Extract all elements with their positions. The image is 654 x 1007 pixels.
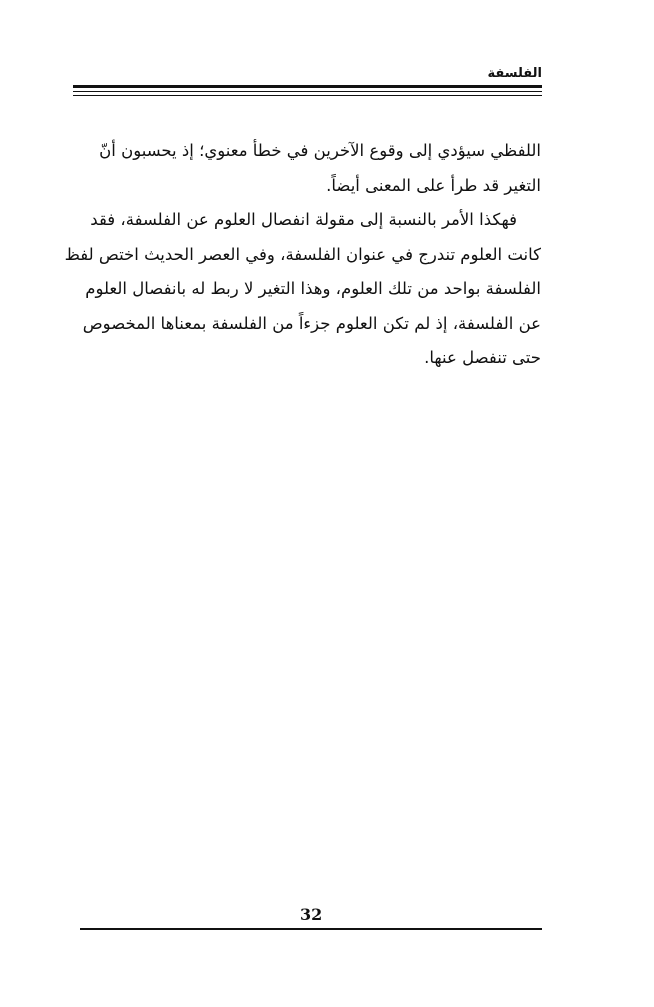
- footer-rule: [80, 928, 542, 930]
- page-number: 32: [300, 905, 323, 924]
- text-line: الفلسفة بواحد من تلك العلوم، وهذا التغير لا ربط له بانفصال العلوم: [85, 279, 541, 298]
- header-rule: [73, 85, 542, 96]
- text-line: فهكذا الأمر بالنسبة إلى مقولة انفصال العلوم عن الفلسفة، فقد: [90, 210, 517, 229]
- running-header-title: الفلسفة: [487, 66, 542, 81]
- text-line: عن الفلسفة، إذ لم تكن العلوم جزءاً من الفلسفة بمعناها المخصوص: [82, 313, 541, 333]
- text-line: التغير قد طرأ على المعنى أيضاً.: [326, 175, 541, 195]
- text-line: اللفظي سيؤدي إلى وقوع الآخرين في خطأ معنوي؛ إذ يحسبون أنّ: [99, 141, 541, 160]
- body-paragraphs: [64, 134, 541, 376]
- text-line: حتى تنفصل عنها.: [424, 348, 541, 367]
- text-line: كانت العلوم تندرج في عنوان الفلسفة، وفي العصر الحديث اختص لفظ: [64, 244, 541, 264]
